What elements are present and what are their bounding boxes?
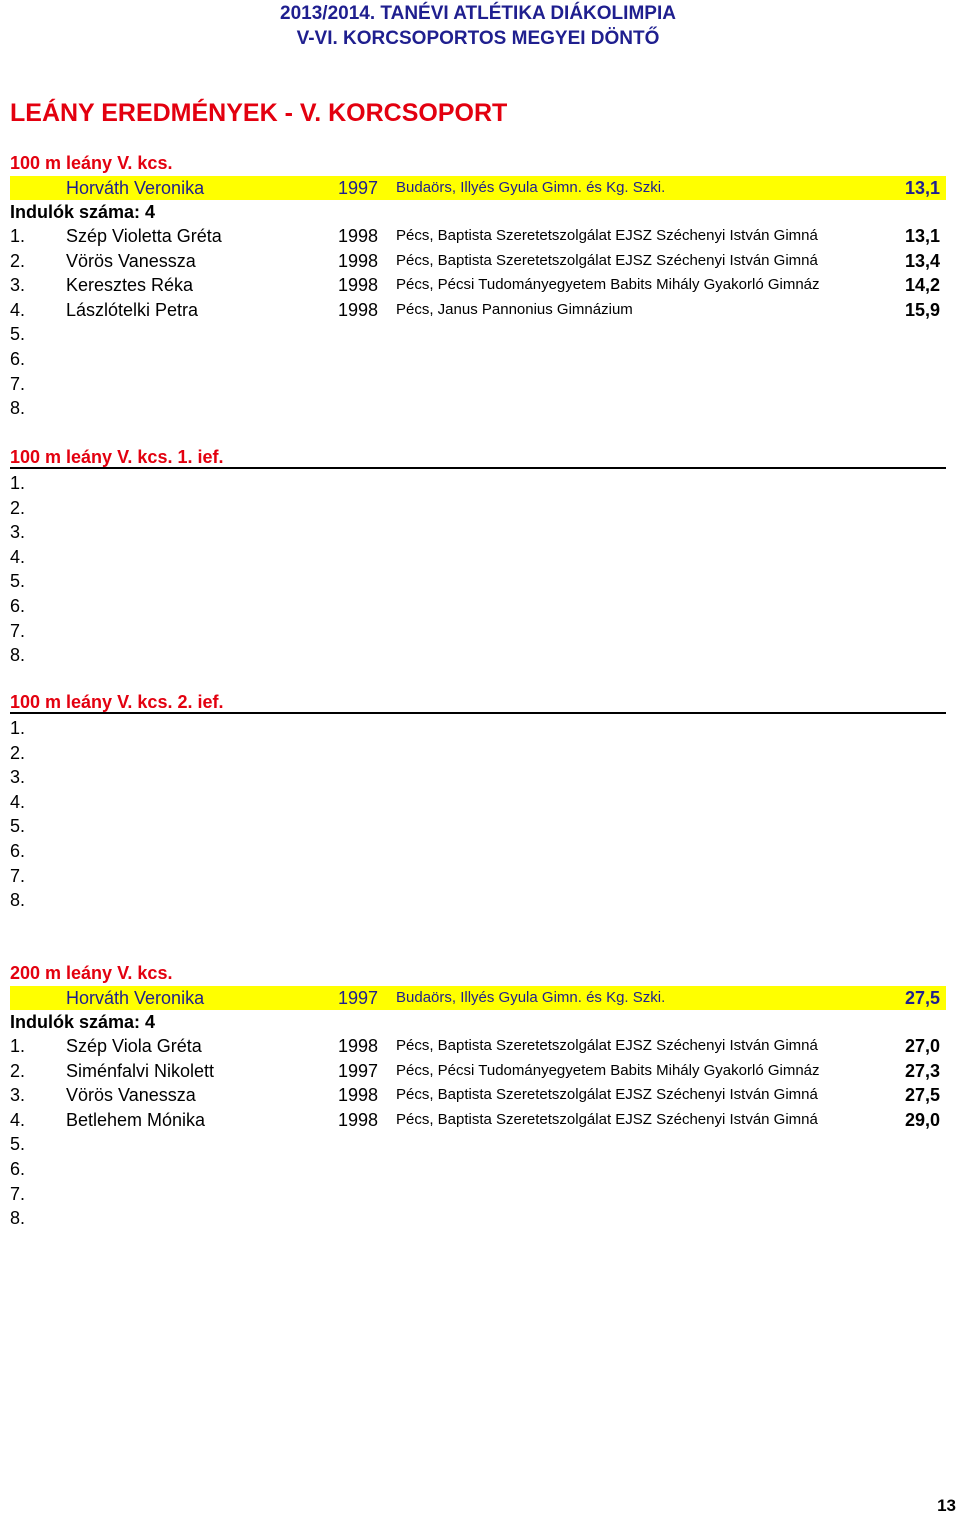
result-row	[10, 569, 946, 594]
rank-cell: 4.	[10, 299, 26, 320]
event-title: 100 m leány V. kcs.	[10, 153, 173, 173]
result-row	[10, 1182, 946, 1207]
rank-cell: 6.	[10, 595, 26, 616]
result-time: 27,0	[904, 1036, 940, 1056]
event-100m-heat-2	[10, 690, 946, 913]
result-row	[10, 396, 946, 421]
rank-cell: 8.	[10, 890, 26, 911]
rank-cell: 7.	[10, 373, 26, 394]
event-title: 100 m leány V. kcs. 2. ief.	[10, 690, 946, 714]
rank-cell: 3.	[10, 275, 26, 296]
result-row	[10, 839, 946, 864]
birth-year: 1998	[338, 226, 379, 246]
rank-cell: 2.	[10, 742, 26, 763]
result-row	[10, 1206, 946, 1231]
result-row	[10, 322, 946, 347]
school-name: Pécs, Janus Pannonius Gimnázium	[396, 300, 633, 318]
record-school: Budaörs, Illyés Gyula Gimn. és Kg. Szki.	[396, 179, 666, 196]
rank-cell: 7.	[10, 1183, 26, 1204]
rank-cell: 8.	[10, 398, 26, 419]
rank-cell: 2.	[10, 1060, 26, 1081]
record-school: Budaörs, Illyés Gyula Gimn. és Kg. Szki.	[396, 989, 666, 1006]
event-200m	[10, 960, 946, 1231]
page-number: 13	[937, 1496, 956, 1515]
rank-cell: 3.	[10, 522, 26, 543]
event-title: 200 m leány V. kcs.	[10, 963, 173, 983]
record-year: 1997	[338, 178, 379, 198]
rank-cell: 1.	[10, 1036, 26, 1056]
result-row	[10, 1034, 946, 1059]
result-row	[10, 347, 946, 372]
results-list	[10, 224, 946, 421]
result-row	[10, 1059, 946, 1084]
result-row	[10, 643, 946, 668]
rank-cell: 8.	[10, 645, 26, 666]
result-time: 14,2	[904, 275, 940, 296]
result-row	[10, 619, 946, 644]
result-time: 13,4	[904, 250, 940, 271]
rank-cell: 6.	[10, 1158, 26, 1179]
record-result: 27,5	[904, 988, 940, 1008]
rank-cell: 5.	[10, 1134, 26, 1155]
result-row	[10, 545, 946, 570]
school-name: Pécs, Baptista Szeretetszolgálat EJSZ Széchenyi István Gimná	[396, 1110, 818, 1128]
rank-cell: 5.	[10, 816, 26, 837]
result-time: 13,1	[904, 226, 940, 246]
result-row	[10, 273, 946, 298]
athlete-name: Siménfalvi Nikolett	[66, 1060, 215, 1081]
rank-cell: 1.	[10, 473, 26, 493]
school-name: Pécs, Baptista Szeretetszolgálat EJSZ Széchenyi István Gimná	[396, 1086, 818, 1104]
athlete-name: Betlehem Mónika	[66, 1109, 206, 1130]
record-year: 1997	[338, 988, 379, 1008]
result-row	[10, 1132, 946, 1157]
rank-cell: 7.	[10, 620, 26, 641]
result-row	[10, 790, 946, 815]
rank-cell: 6.	[10, 840, 26, 861]
results-list	[10, 1034, 946, 1231]
school-name: Pécs, Pécsi Tudományegyetem Babits Mihály Gyakorló Gimnáz	[396, 276, 820, 294]
school-name: Pécs, Baptista Szeretetszolgálat EJSZ Széchenyi István Gimná	[396, 251, 818, 269]
record-row	[10, 176, 946, 200]
athlete-name: Vörös Vanessza	[66, 1085, 196, 1106]
school-name: Pécs, Baptista Szeretetszolgálat EJSZ Széchenyi István Gimná	[396, 227, 818, 244]
rank-cell: 3.	[10, 1085, 26, 1106]
school-name: Pécs, Pécsi Tudományegyetem Babits Mihály Gyakorló Gimnáz	[396, 1061, 820, 1079]
rank-cell: 8.	[10, 1208, 26, 1229]
athlete-name: Szép Violetta Gréta	[66, 226, 222, 246]
result-row	[10, 888, 946, 913]
birth-year: 1998	[338, 1036, 379, 1056]
rank-cell: 3.	[10, 767, 26, 788]
results-list	[10, 471, 946, 668]
result-row	[10, 224, 946, 249]
result-row	[10, 716, 946, 741]
result-row	[10, 1108, 946, 1133]
rank-cell: 5.	[10, 324, 26, 345]
athlete-name: Keresztes Réka	[66, 275, 194, 296]
birth-year: 1998	[338, 250, 379, 271]
rank-cell: 1.	[10, 718, 26, 738]
result-row	[10, 520, 946, 545]
result-row	[10, 471, 946, 496]
rank-cell: 5.	[10, 571, 26, 592]
rank-cell: 4.	[10, 791, 26, 812]
record-name: Horváth Veronika	[66, 988, 205, 1008]
athlete-name: Szép Viola Gréta	[66, 1036, 202, 1056]
entrant-count: Indulók száma: 4	[10, 1012, 156, 1032]
result-time: 27,5	[904, 1085, 940, 1106]
result-row	[10, 372, 946, 397]
birth-year: 1997	[338, 1060, 379, 1081]
rank-cell: 2.	[10, 250, 26, 271]
school-name: Pécs, Baptista Szeretetszolgálat EJSZ Széchenyi István Gimná	[396, 1037, 818, 1054]
event-100m-heat-1	[10, 445, 946, 668]
record-result: 13,1	[904, 178, 940, 198]
record-name: Horváth Veronika	[66, 178, 205, 198]
athlete-name: Vörös Vanessza	[66, 250, 196, 271]
result-time: 27,3	[904, 1060, 940, 1081]
result-row	[10, 741, 946, 766]
result-row	[10, 496, 946, 521]
entrant-count: Indulók száma: 4	[10, 202, 156, 222]
rank-cell: 1.	[10, 226, 26, 246]
header-line-2: V-VI. KORCSOPORTOS MEGYEI DÖNTŐ	[296, 28, 660, 49]
event-title: 100 m leány V. kcs. 1. ief.	[10, 445, 946, 469]
result-row	[10, 814, 946, 839]
result-row	[10, 1157, 946, 1182]
results-list	[10, 716, 946, 913]
athlete-name: Lászlótelki Petra	[66, 299, 199, 320]
event-100m	[10, 150, 946, 421]
page-title: LEÁNY EREDMÉNYEK - V. KORCSOPORT	[10, 99, 508, 127]
birth-year: 1998	[338, 1109, 379, 1130]
result-row	[10, 1083, 946, 1108]
rank-cell: 2.	[10, 497, 26, 518]
result-time: 15,9	[904, 299, 940, 320]
birth-year: 1998	[338, 299, 379, 320]
header-line-1: 2013/2014. TANÉVI ATLÉTIKA DIÁKOLIMPIA	[280, 3, 676, 24]
birth-year: 1998	[338, 275, 379, 296]
result-row	[10, 594, 946, 619]
result-row	[10, 249, 946, 274]
rank-cell: 6.	[10, 348, 26, 369]
result-row	[10, 864, 946, 889]
rank-cell: 4.	[10, 1109, 26, 1130]
rank-cell: 7.	[10, 865, 26, 886]
result-time: 29,0	[904, 1109, 940, 1130]
rank-cell: 4.	[10, 546, 26, 567]
result-row	[10, 765, 946, 790]
birth-year: 1998	[338, 1085, 379, 1106]
result-row	[10, 298, 946, 323]
record-row	[10, 986, 946, 1010]
